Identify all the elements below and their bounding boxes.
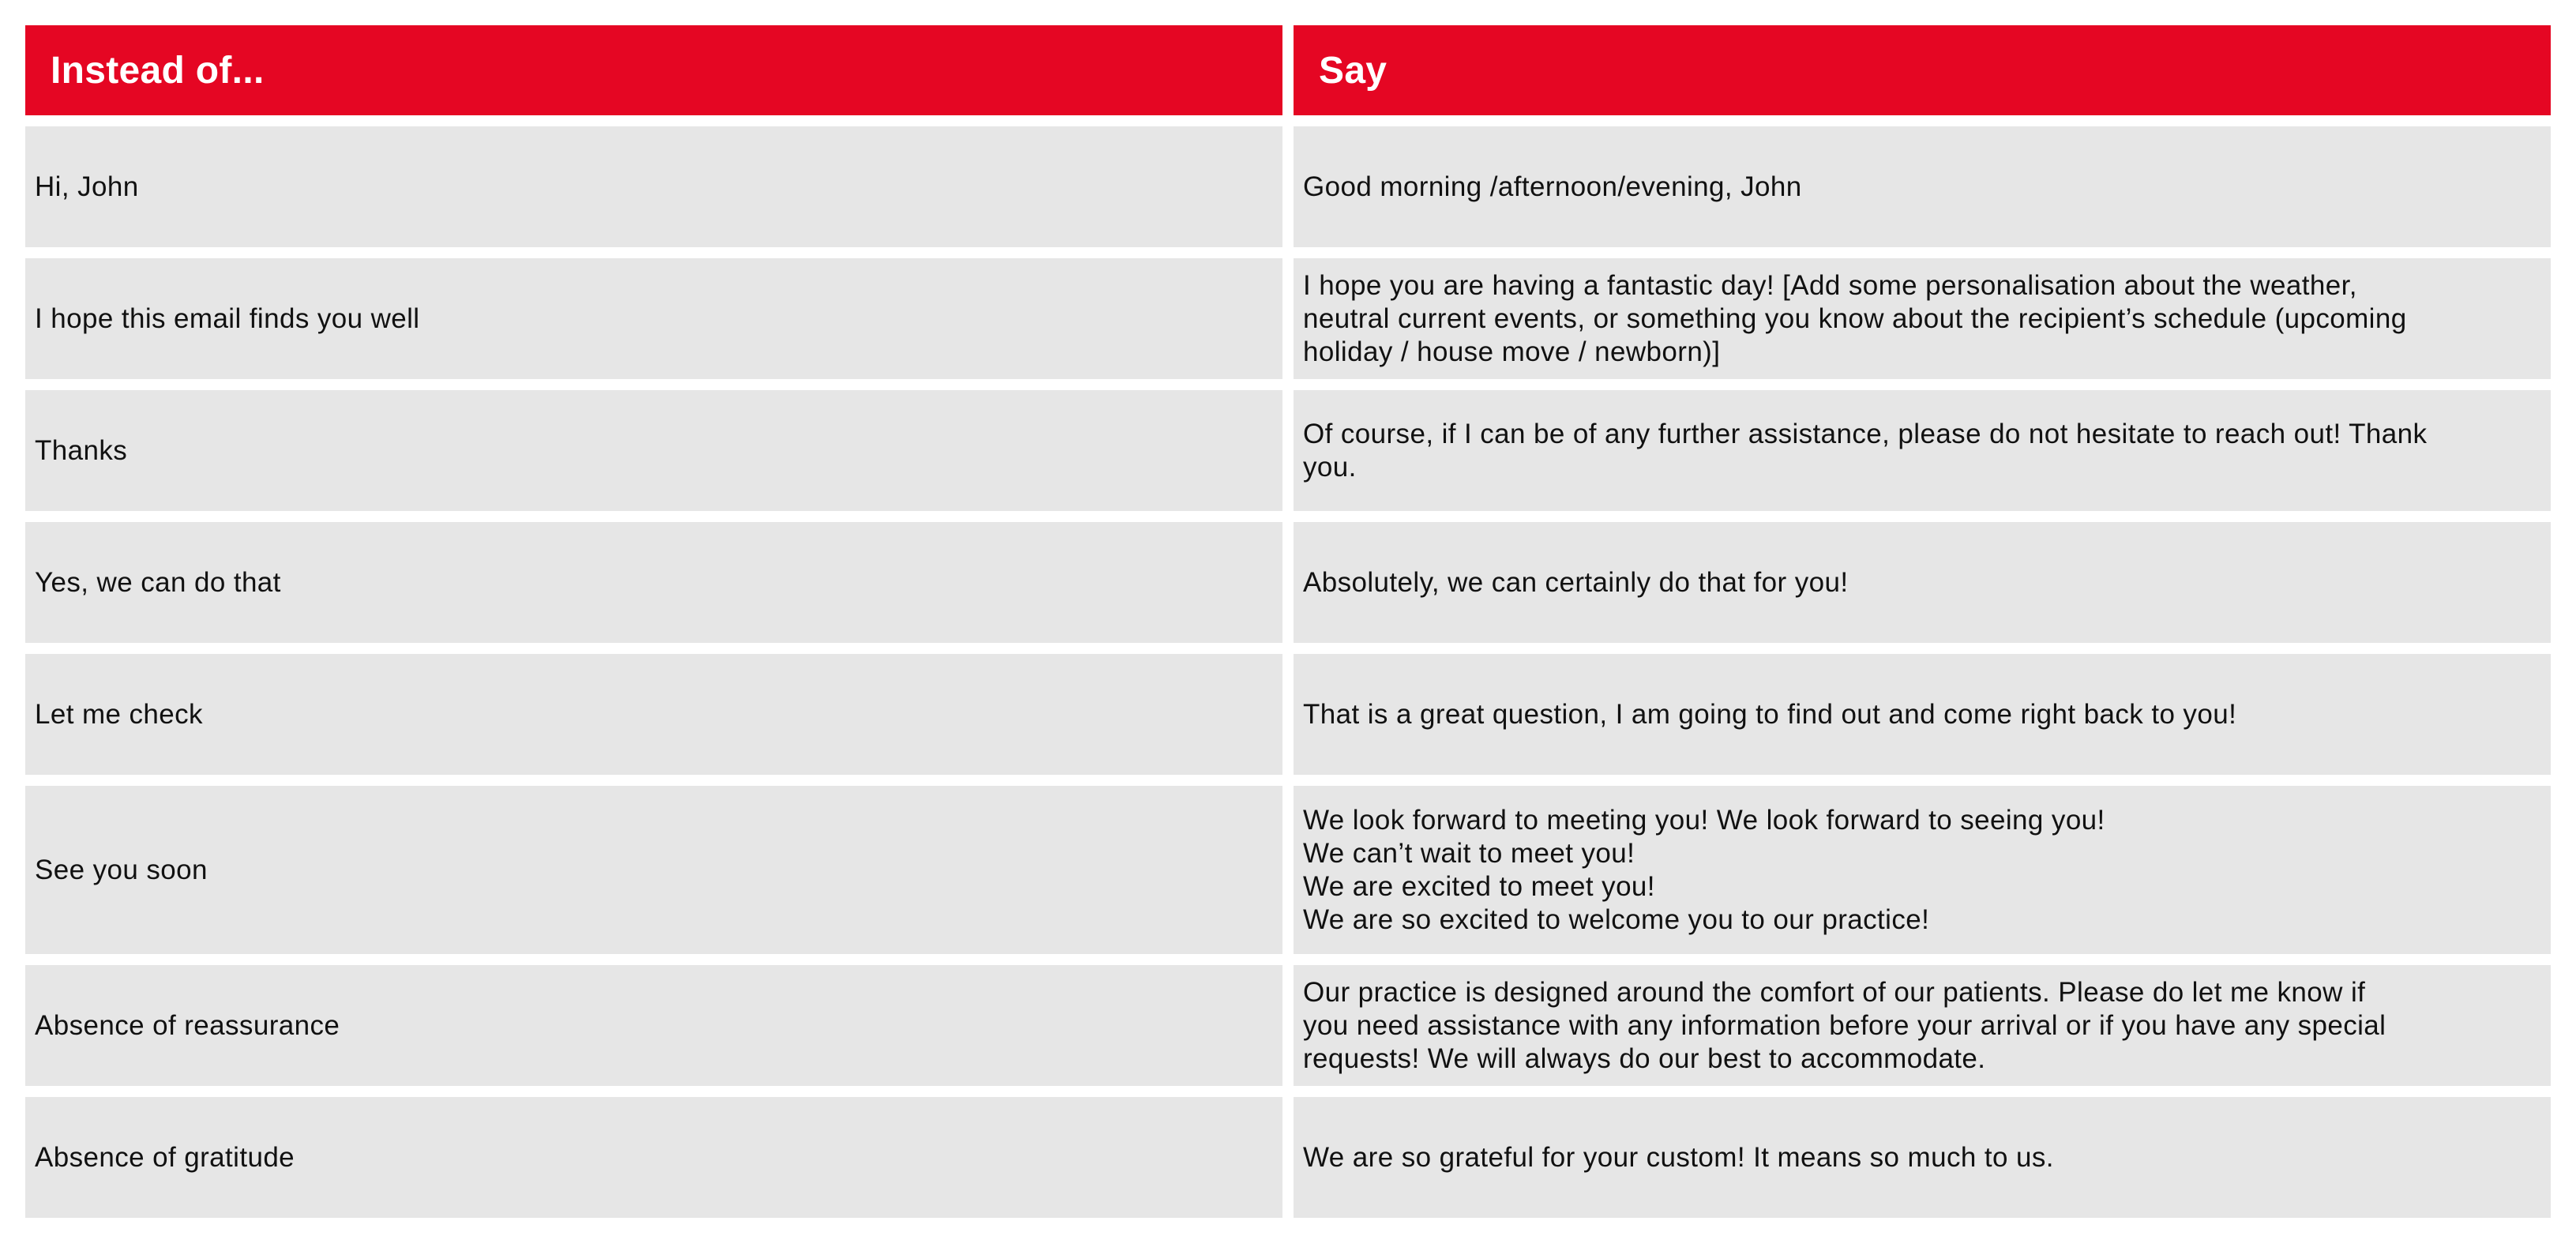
cell-text: Absence of gratitude — [35, 1141, 295, 1173]
table-row-6-say — [1294, 786, 2551, 954]
cell-text: Our practice is designed around the comfort of our patients. Please do let me know if you need assistance with any information before your arrival or if you have any special requests! We will always do our best to accommodate. — [1303, 976, 2386, 1074]
table-row-1-instead — [25, 126, 1282, 247]
cell-text: Let me check — [35, 698, 203, 730]
cell-text: That is a great question, I am going to find out and come right back to you! — [1303, 698, 2237, 730]
cell-text: Absence of reassurance — [35, 1009, 340, 1041]
cell-text: See you soon — [35, 854, 208, 885]
cell-text: I hope this email finds you well — [35, 302, 420, 334]
table-row-2-say — [1294, 258, 2551, 379]
table-row-5-instead — [25, 654, 1282, 775]
cell-text: I hope you are having a fantastic day! [Add some personalisation about the weather, neutral current events, or something you know about the recipient’s schedule (upcoming holiday / house move / newborn)] — [1303, 269, 2407, 367]
table-row-6-instead — [25, 786, 1282, 954]
cell-text: Thanks — [35, 434, 128, 466]
cell-text: Hi, John — [35, 171, 139, 202]
cell-text: We are so grateful for your custom! It means so much to us. — [1303, 1141, 2054, 1173]
header-say-label: Say — [1319, 49, 1388, 92]
phrasing-table — [25, 25, 2551, 115]
phrasing-table-body — [25, 115, 2551, 1218]
table-row-8-say — [1294, 1097, 2551, 1218]
table-row-3-instead — [25, 390, 1282, 511]
header-instead-of-label: Instead of... — [51, 49, 265, 92]
table-rows — [25, 126, 2551, 1218]
header-instead-of — [25, 25, 1282, 115]
table-row-7-say — [1294, 965, 2551, 1086]
table-row-5-say — [1294, 654, 2551, 775]
cell-text: Yes, we can do that — [35, 566, 281, 598]
cell-text: Good morning /afternoon/evening, John — [1303, 171, 1802, 202]
table-row-4-instead — [25, 522, 1282, 643]
table-row-7-instead — [25, 965, 1282, 1086]
table-row-4-say — [1294, 522, 2551, 643]
header-say — [1294, 25, 2551, 115]
table-row-1-say — [1294, 126, 2551, 247]
cell-text: Of course, if I can be of any further assistance, please do not hesitate to reach out! Thank you. — [1303, 418, 2428, 483]
table-row-8-instead — [25, 1097, 1282, 1218]
table-row-2-instead — [25, 258, 1282, 379]
cell-text: Absolutely, we can certainly do that for you! — [1303, 566, 1849, 598]
cell-text: We look forward to meeting you! We look forward to seeing you! We can’t wait to meet you! We are excited to meet you! We are so excited to welcome you to our practice! — [1303, 804, 2105, 935]
table-row-3-say — [1294, 390, 2551, 511]
